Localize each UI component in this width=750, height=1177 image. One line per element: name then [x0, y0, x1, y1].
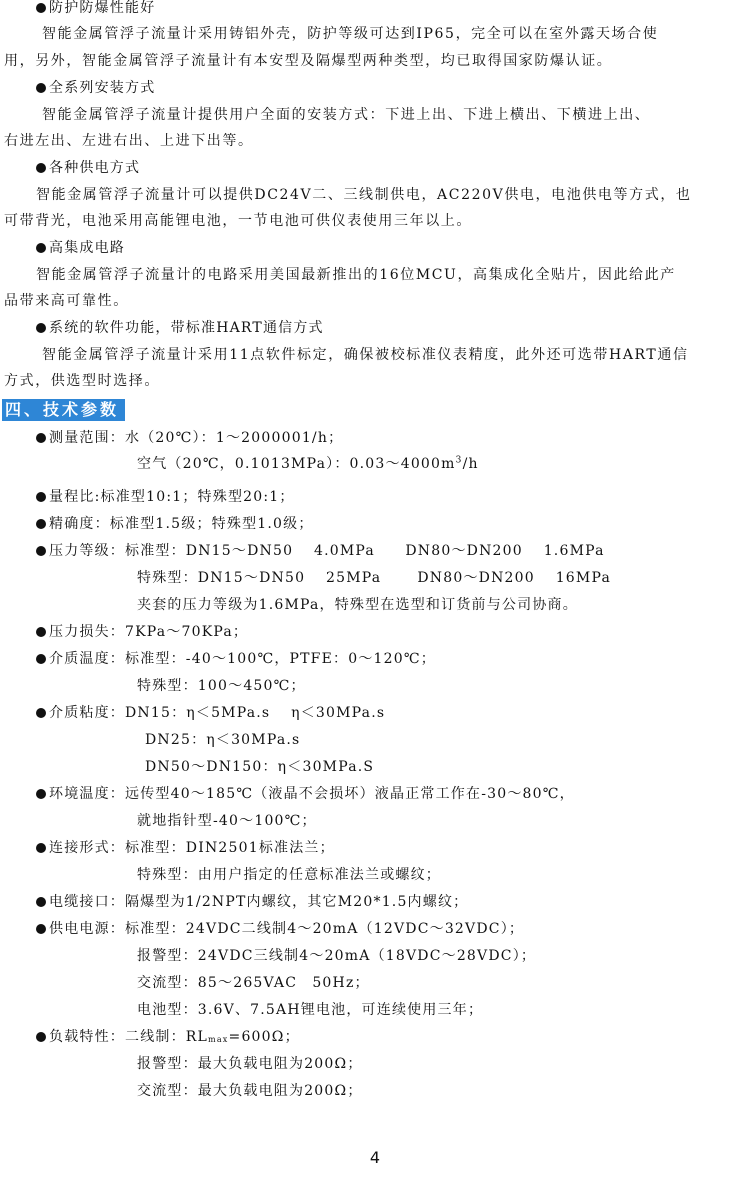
spec-line: 交流型：最大负载电阻为200Ω； — [137, 1083, 363, 1099]
bullet-dot-icon — [36, 1032, 46, 1042]
spec-line: 报警型：24VDC三线制4～20mA（18VDC～28VDC）； — [137, 948, 537, 964]
bullet-dot-icon — [36, 843, 46, 853]
bullet-dot-icon — [36, 789, 46, 799]
spec-line: 特殊型：由用户指定的任意标准法兰或螺纹； — [137, 867, 441, 883]
feature-paragraph-line: 可带背光，电池采用高能锂电池，一节电池可供仪表使用三年以上。 — [4, 213, 472, 229]
feature-paragraph-line: 方式，供选型时选择。 — [4, 373, 160, 389]
feature-paragraph-line: 智能金属管浮子流量计采用11点软件标定，确保被校标准仪表精度，此外还可选带HART通信 — [42, 347, 689, 363]
spec-item: 供电电源：标准型：24VDC二线制4～20mA（12VDC～32VDC）； — [36, 919, 524, 939]
spec-line: DN50～DN150：η＜30MPa.S — [145, 759, 375, 775]
spec-item: 电缆接口：隔爆型为1/2NPT内螺纹，其它M20*1.5内螺纹； — [36, 892, 468, 912]
spec-item: 压力损失：7KPa～70KPa； — [36, 622, 248, 642]
bullet-dot-icon — [36, 492, 46, 502]
page-number: 4 — [369, 1148, 381, 1167]
bullet-dot-icon — [36, 708, 46, 718]
bullet-dot-icon — [36, 243, 46, 253]
bullet-dot-icon — [36, 654, 46, 664]
spec-item: 负载特性：二线制：$RL_{max}=600\Omega$； — [36, 1027, 300, 1047]
bullet-dot-icon — [36, 519, 46, 529]
bullet-dot-icon — [36, 433, 46, 443]
bullet-dot-icon — [36, 897, 46, 907]
spec-item: 压力等级：标准型：DN15～DN50 4.0MPa DN80～DN200 1.6MPa — [36, 541, 605, 561]
spec-item: 介质粘度：DN15：η＜5MPa.s η＜30MPa.s — [36, 703, 385, 723]
feature-heading: 各种供电方式 — [36, 158, 140, 178]
spec-line: 交流型：85～265VAC 50Hz； — [137, 975, 370, 991]
bullet-dot-icon — [36, 546, 46, 556]
feature-heading: 高集成电路 — [36, 238, 125, 258]
spec-line: 就地指针型-40～100℃； — [137, 813, 317, 829]
feature-paragraph-line: 用，另外，智能金属管浮子流量计有本安型及隔爆型两种类型，均已取得国家防爆认证。 — [4, 53, 613, 69]
feature-paragraph-line: 右进左出、左进右出、上进下出等。 — [4, 133, 254, 149]
spec-line: 空气（20℃，0.1013MPa）：$0.03\sim 4000m^3/h$ — [137, 455, 479, 472]
bullet-dot-icon — [36, 3, 46, 13]
feature-heading: 全系列安装方式 — [36, 78, 155, 98]
feature-paragraph-line: 智能金属管浮子流量计可以提供DC24V二、三线制供电，AC220V供电，电池供电等方式，也 — [36, 187, 692, 203]
spec-line: 特殊型：DN15～DN50 25MPa DN80～DN200 16MPa — [137, 570, 611, 586]
bullet-dot-icon — [36, 627, 46, 637]
spec-line: DN25：η＜30MPa.s — [145, 732, 301, 748]
spec-item: 量程比:标准型10:1；特殊型20:1； — [36, 487, 295, 507]
spec-item: 介质温度：标准型：-40～100℃，PTFE：0～120℃； — [36, 649, 436, 669]
spec-line: 电池型：3.6V、7.5AH锂电池，可连续使用三年； — [137, 1002, 484, 1018]
spec-item: 连接形式：标准型：DIN2501标准法兰； — [36, 838, 335, 858]
feature-paragraph-line: 品带来高可靠性。 — [4, 293, 129, 309]
spec-item: 测量范围：水（20℃）：1～2000001/h； — [36, 428, 343, 448]
feature-heading: 防护防爆性能好 — [36, 0, 155, 18]
spec-line: 特殊型：100～450℃； — [137, 678, 306, 694]
feature-paragraph-line: 智能金属管浮子流量计采用铸铝外壳，防护等级可达到IP65，完全可以在室外露天场合使 — [42, 26, 659, 42]
section-title: 四、技术参数 — [2, 399, 125, 421]
spec-line: 夹套的压力等级为1.6MPa，特殊型在选型和订货前与公司协商。 — [137, 597, 578, 613]
feature-paragraph-line: 智能金属管浮子流量计的电路采用美国最新推出的16位MCU，高集成化全贴片，因此给此产 — [36, 267, 676, 283]
spec-line: 报警型：最大负载电阻为200Ω； — [137, 1056, 363, 1072]
bullet-dot-icon — [36, 924, 46, 934]
bullet-dot-icon — [36, 163, 46, 173]
spec-item: 环境温度：远传型40～185℃（液晶不会损坏）液晶正常工作在-30～80℃， — [36, 784, 575, 804]
bullet-dot-icon — [36, 83, 46, 93]
bullet-dot-icon — [36, 323, 46, 333]
feature-paragraph-line: 智能金属管浮子流量计提供用户全面的安装方式：下进上出、下进上横出、下横进上出、 — [42, 107, 651, 123]
feature-heading: 系统的软件功能，带标准HART通信方式 — [36, 318, 324, 338]
spec-item: 精确度：标准型1.5级；特殊型1.0级； — [36, 514, 314, 534]
